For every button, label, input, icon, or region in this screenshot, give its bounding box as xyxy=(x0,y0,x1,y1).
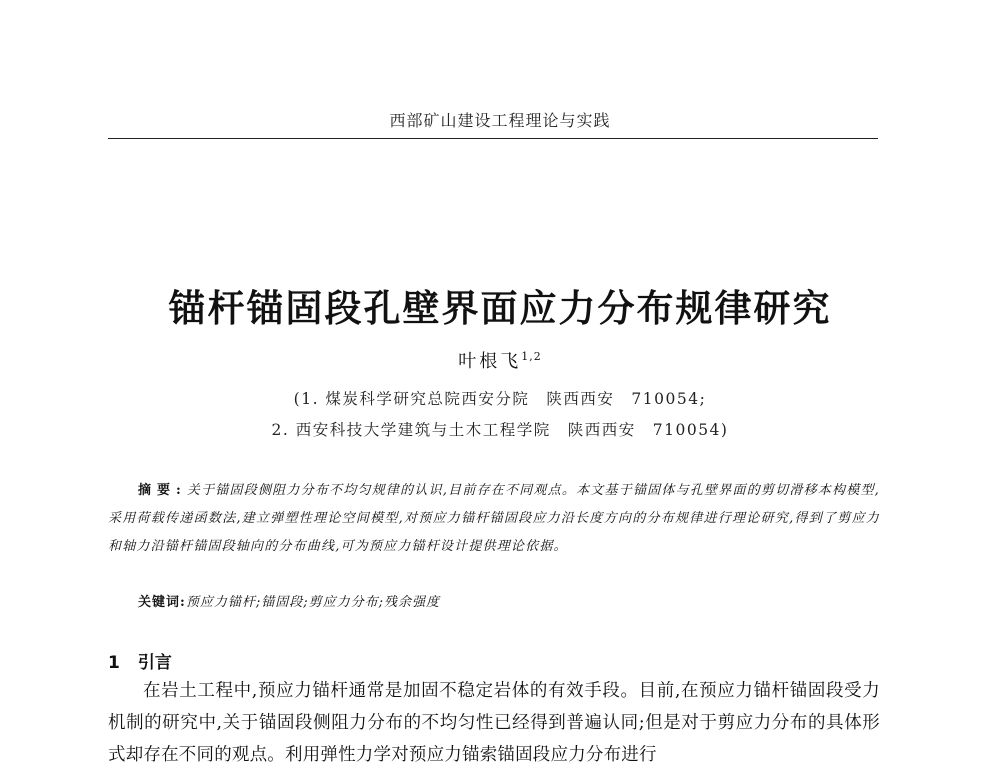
keywords-text: 预应力锚杆;锚固段;剪应力分布;残余强度 xyxy=(185,595,440,610)
keywords-label: 关键词: xyxy=(138,595,186,610)
abstract-text: 关于锚固段侧阻力分布不均匀规律的认识,目前存在不同观点。本文基于锚固体与孔壁界面的剪切滑移本构模型,采用荷载传递函数法,建立弹塑性理论空间模型,对预应力锚杆锚固段应力沿长度方向的分布规律进行理论研究,得到了剪应力和轴力沿锚杆锚固段轴向的分布曲线,可为预应力锚杆设计提供理论依据。 xyxy=(108,483,880,554)
section-title: 引言 xyxy=(137,653,172,673)
affiliation-1: (1. 煤炭科学研究总院西安分院 陕西西安 710054; xyxy=(293,390,707,408)
section-number: 1 xyxy=(108,653,120,673)
running-header: 西部矿山建设工程理论与实践 xyxy=(389,111,611,130)
paper-title: 锚杆锚固段孔壁界面应力分布规律研究 xyxy=(168,287,832,330)
section-heading xyxy=(108,648,172,673)
author-line xyxy=(0,347,1000,373)
author-affiliation-marks: 1,2 xyxy=(521,350,542,363)
body-paragraph: 在岩土工程中,预应力锚杆通常是加固不稳定岩体的有效手段。目前,在预应力锚杆锚固段受力机制的研究中,关于锚固段侧阻力分布的不均匀性已经得到普遍认同;但是对于剪应力分布的具体形式却存在不同的观点。利用弹性力学对预应力锚索锚固段应力分布进行 xyxy=(108,681,880,765)
keywords xyxy=(138,591,878,610)
affiliation-2: 2. 西安科技大学建筑与土木工程学院 陕西西安 710054) xyxy=(271,421,729,439)
abstract-label: 摘要: xyxy=(138,483,187,498)
header-rule xyxy=(108,138,878,139)
abstract xyxy=(108,477,880,561)
author-name: 叶根飞 xyxy=(458,351,522,372)
